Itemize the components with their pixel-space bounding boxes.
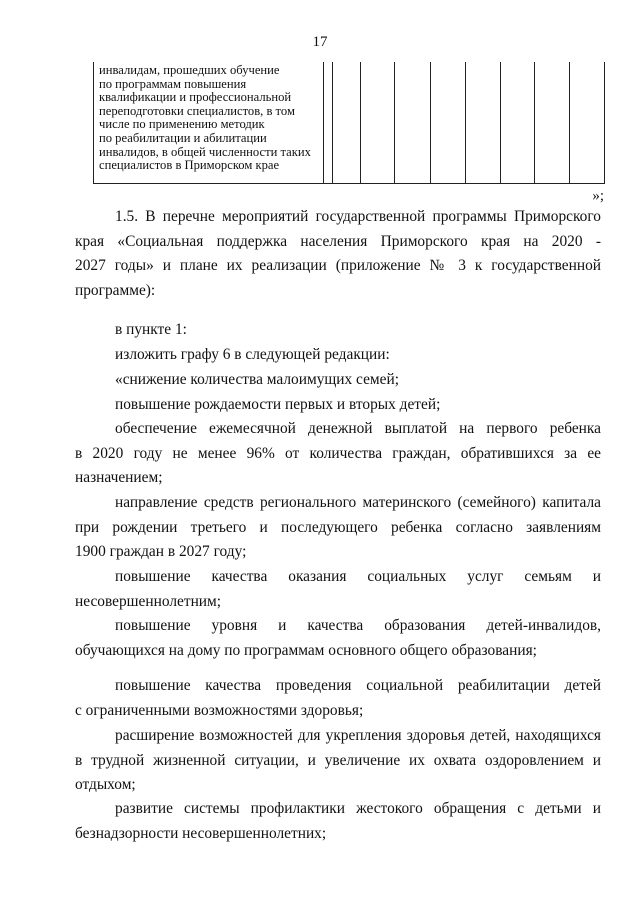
body-paragraph bbox=[75, 674, 601, 723]
table-column-divider bbox=[430, 62, 431, 183]
paragraph-line: обучающихся на дому по программам основного общего образования; bbox=[75, 641, 537, 659]
table-column-divider bbox=[534, 62, 535, 183]
page-number: 17 bbox=[312, 34, 328, 50]
paragraph-line: повышение качества оказания социальных услуг семьям и bbox=[115, 568, 601, 585]
paragraph-line: обеспечение ежемесячной денежной выплатой на первого ребенка bbox=[115, 420, 601, 437]
paragraph-line: отдыхом; bbox=[75, 776, 136, 794]
body-paragraph bbox=[75, 368, 601, 393]
table-column-divider bbox=[332, 62, 333, 183]
body-paragraph bbox=[75, 614, 601, 663]
paragraph-line: края «Социальная поддержка населения Приморского края на 2020 - bbox=[75, 232, 601, 250]
paragraph-line: 1900 граждан в 2027 году; bbox=[75, 543, 247, 561]
paragraph-line: расширение возможностей для укрепления здоровья детей, находящихся bbox=[115, 727, 601, 744]
paragraph-line: программе): bbox=[75, 281, 156, 299]
table-column-divider bbox=[323, 62, 324, 183]
paragraph-line: с ограниченными возможностями здоровья; bbox=[75, 701, 364, 719]
body-paragraph bbox=[75, 205, 601, 303]
table-column-divider bbox=[394, 62, 395, 183]
table-column-divider bbox=[500, 62, 501, 183]
body-paragraph bbox=[75, 797, 601, 846]
paragraph-line: в 2020 году не менее 96% от количества граждан, обратившихся за ее bbox=[75, 444, 601, 462]
table-column-divider bbox=[360, 62, 361, 183]
paragraph-line: в трудной жизненной ситуации, и увеличение их охвата оздоровлением и bbox=[75, 751, 601, 769]
paragraph-line: повышение качества проведения социальной реабилитации детей bbox=[115, 677, 601, 694]
table-cell-text: инвалидам, прошедших обучение по программам повышения квалификации и профессиональной переподготовки специалистов, в том числе по применению методик по реабилитации и абилитации инвалидов, в общей численности таких специалистов в Приморском крае bbox=[99, 63, 311, 173]
body-paragraph bbox=[75, 565, 601, 614]
table-fragment bbox=[93, 62, 605, 184]
paragraph-line: развитие системы профилактики жестокого обращения с детьми и bbox=[115, 800, 601, 817]
body-paragraph bbox=[75, 343, 601, 368]
body-paragraph bbox=[75, 393, 601, 418]
table-column-divider bbox=[465, 62, 466, 183]
closing-quote: »; bbox=[592, 188, 604, 204]
body-paragraph bbox=[75, 318, 601, 343]
paragraph-line: 1.5. В перечне мероприятий государственной программы Приморского bbox=[115, 208, 601, 225]
paragraph-line: повышение уровня и качества образования детей-инвалидов, bbox=[115, 617, 601, 634]
paragraph-line: при рождении третьего и последующего ребенка согласно заявлениям bbox=[75, 518, 601, 536]
table-column-divider bbox=[604, 62, 605, 183]
table-column-divider bbox=[569, 62, 570, 183]
body-paragraph bbox=[75, 417, 601, 491]
paragraph-line: назначением; bbox=[75, 469, 163, 487]
paragraph-line: в пункте 1: bbox=[115, 321, 187, 338]
paragraph-line: повышение рождаемости первых и вторых детей; bbox=[115, 396, 441, 413]
paragraph-line: несовершеннолетним; bbox=[75, 592, 222, 610]
paragraph-line: изложить графу 6 в следующей редакции: bbox=[115, 346, 390, 363]
body-paragraph bbox=[75, 724, 601, 798]
paragraph-line: направление средств регионального материнского (семейного) капитала bbox=[115, 494, 601, 511]
paragraph-line: 2027 годы» и плане их реализации (приложение № 3 к государственной bbox=[75, 257, 601, 275]
body-paragraph bbox=[75, 491, 601, 565]
paragraph-line: «снижение количества малоимущих семей; bbox=[115, 371, 399, 388]
paragraph-line: безнадзорности несовершеннолетних; bbox=[75, 824, 327, 842]
